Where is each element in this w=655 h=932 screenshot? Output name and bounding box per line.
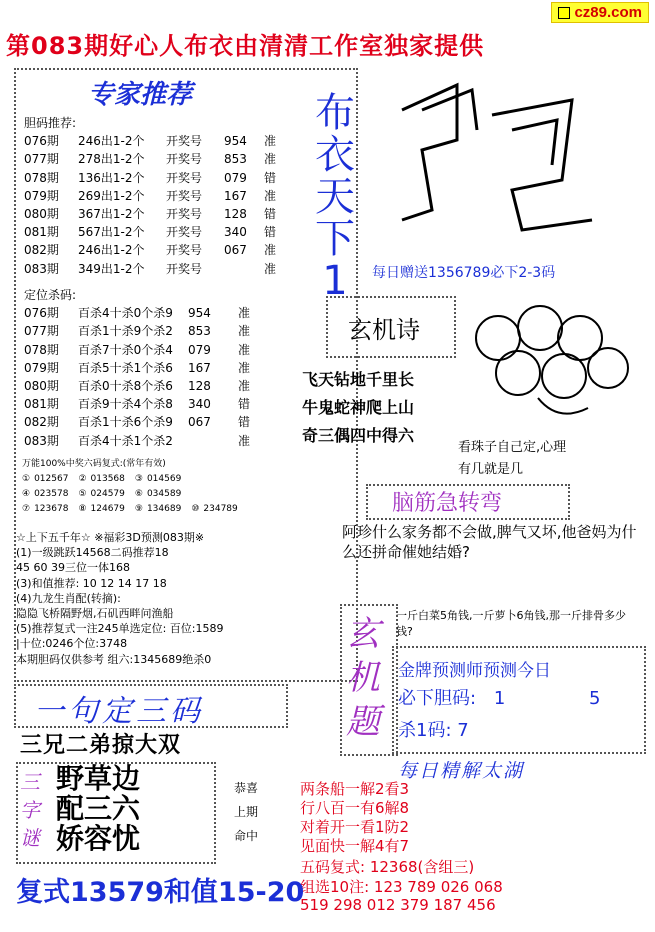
pos-row [24,359,344,377]
dan-cell: 367出1-2个 [78,207,145,222]
dan-cell: 246出1-2个 [78,243,145,258]
riddle-text: 阿珍什么家务都不会做,脾气又坏,他爸妈为什么还拼命催她结婚? [342,523,637,561]
pos-cell: 准 [238,379,251,394]
dan-cell: 开奖号 [166,207,203,222]
wan-cell: 034589 [146,489,182,499]
pos-cell: 076期 [24,306,59,321]
wan-row [22,502,352,517]
wan-row [22,472,352,487]
page-title: 第083期好心人布衣由清清工作室独家提供 [6,32,485,60]
pos-cell: 百杀1十杀9个杀2 [78,324,173,339]
pos-cell: 准 [238,324,251,339]
pos-cell: 082期 [24,415,59,430]
wan-cell: ⑧ [78,504,87,514]
poem-line: 奇三偶四中得六 [302,426,415,445]
dan-cell: 准 [264,152,277,167]
poem-line: 飞天钻地千里长 [302,370,415,389]
wan-cell: 124679 [90,504,125,514]
dan-cell: 错 [264,225,277,240]
wan-cell: ⑥ [134,489,143,499]
logo-icon [558,7,570,19]
pos-cell [188,432,238,450]
dan-cell: 080期 [24,207,59,222]
dan-cell: 853 [224,152,247,167]
brand-vertical-text: 布衣天下1 [315,90,355,304]
dan-cell: 错 [264,207,277,222]
dan-cell: 067 [224,243,247,258]
dan-cell: 278出1-2个 [78,152,145,167]
wan-cell: ⑨ [134,504,143,514]
dan-row [24,241,344,259]
daily-line: 行八百一有6解8 [300,799,410,817]
dan-row [24,223,344,241]
pos-cell: 079 [188,342,211,357]
dan-row [24,260,344,278]
dan-cell: 准 [264,243,277,258]
dan-row [24,187,344,205]
beads-icon [468,298,638,428]
brand-graphic [362,70,632,260]
wan-cell: 134689 [146,504,182,514]
sanzi-side-line: 上期 [234,805,259,819]
dan-cell: 128 [224,207,247,222]
gold-line1: 金牌预测师预测今日 [398,661,551,681]
pos-cell: 853 [188,324,211,339]
dan-row [24,150,344,168]
gold-line2 [398,684,600,710]
dan-label: 胆码推荐: [24,116,77,130]
sanzi-label: 三字谜 [20,770,40,850]
expert-title: 专家推荐 [88,80,193,110]
sanzi-side-line: 恭喜 [234,781,259,795]
wan-cell: 014569 [146,474,182,484]
dan-cell: 079期 [24,188,59,203]
dan-cell: 082期 [24,243,59,258]
dan-row [24,132,344,150]
info-section [16,530,346,667]
pos-row [24,304,344,322]
dan-cell: 078期 [24,170,59,185]
dan-cell: 准 [264,261,277,276]
dan-cell: 准 [264,134,277,149]
xuanji-title: 玄机题 [346,614,380,742]
riddle-title: 脑筋急转弯 [392,491,503,516]
dan-cell: 076期 [24,134,59,149]
dan-cell: 开奖号 [166,170,203,185]
info-line: 隐隐飞桥隔野烟,石矶西畔问渔船 [16,607,174,621]
wan-label: 万能100%中奖六码复式:(常年有效) [22,459,166,469]
info-line: 本期胆码仅供参考 组六:1345689绝杀0 [16,652,212,666]
pos-row [24,395,344,413]
pos-row [24,322,344,340]
info-line: (4)九龙生肖配(转摘): [16,591,121,605]
dan-cell: 077期 [24,152,59,167]
dan-cell: 136出1-2个 [78,170,145,185]
dan-cell: 083期 [24,261,59,276]
dan-cell: 开奖号 [166,261,203,276]
wan-cell: 123678 [34,504,69,514]
dan-cell: 开奖号 [166,152,203,167]
sanzi-line: 娇容忧 [56,822,141,855]
dan-cell: 错 [264,170,277,185]
fushi-text: 复式13579和值15-20 [16,877,305,908]
info-line: ☆上下五千年☆ ※福彩3D预测083期※ [16,531,205,544]
dan-cell: 开奖号 [166,188,203,203]
daily-line: 对着开一看1防2 [300,818,410,836]
wan-cell: ⑦ [22,504,31,514]
pos-row [24,432,344,450]
pos-cell: 083期 [24,433,59,448]
sanzi-side [234,776,258,848]
pos-cell: 百杀1十杀6个杀9 [78,415,173,430]
pos-row [24,377,344,395]
pos-cell: 128 [188,379,211,394]
pos-cell: 百杀7十杀0个杀4 [78,342,173,357]
poem-lines [302,366,414,450]
dan-cell: 567出1-2个 [78,225,145,240]
pos-cell: 百杀0十杀8个杀6 [78,379,173,394]
pos-cell: 080期 [24,379,59,394]
wan-cell: ② [78,474,87,484]
wan-row [22,487,352,502]
dan-section [24,114,344,278]
wan-cell: 024579 [90,489,125,499]
sanzi-line: 野草边 [56,762,141,795]
pos-cell: 百杀4十杀0个杀9 [78,306,173,321]
gift-text: 每日赠送1356789必下2-3码 [372,265,556,281]
daily-lines [300,780,409,856]
gold-line2-b: 5 [589,688,601,709]
daily-fuma: 五码复式: 12368(含组三) [300,858,475,876]
pos-cell: 081期 [24,397,59,412]
dan-cell [224,260,264,278]
pos-cell: 067 [188,415,211,430]
sanzi-lines [56,764,140,854]
yiju-text: 三兄二弟掠大双 [20,733,182,758]
dan-row [24,169,344,187]
pos-cell: 百杀9十杀4个杀8 [78,397,173,412]
dan-cell: 开奖号 [166,134,203,149]
dan-cell: 340 [224,225,247,240]
pos-cell: 百杀4十杀1个杀2 [78,433,173,448]
wan-cell: ① [22,474,31,484]
wan-section [22,456,352,517]
dan-cell: 269出1-2个 [78,188,145,203]
dan-row [24,205,344,223]
poem-note2: 有几就是几 [458,462,524,477]
watermark-badge [551,2,649,23]
wan-cell: 234789 [203,504,238,514]
xuanji-question: 一斤白菜5角钱,一斤萝卜6角钱,那一斤排骨多少钱? [396,609,626,638]
dan-cell: 349出1-2个 [78,261,145,276]
brand-vertical [312,92,358,302]
dan-cell: 954 [224,134,247,149]
gold-line2-a: 1 [493,688,506,709]
daily-zuxuan2: 519 298 012 379 187 456 [300,896,496,914]
watermark-text: cz89.com [574,4,642,21]
daily-line: 两条船一解2看3 [300,780,410,798]
yiju-title: 一句定三码 [34,694,204,729]
sanzi-side-line: 命中 [234,829,259,843]
pos-cell: 078期 [24,342,59,357]
poem-title: 玄机诗 [348,316,420,344]
pos-section [24,286,344,450]
info-line: 45 60 39三位一体168 [16,561,130,575]
info-line: (1)一级跳跃14568二码推荐18 [16,546,169,560]
wan-cell: ③ [134,474,143,484]
gold-line2-label: 必下胆码: [398,688,477,709]
pos-cell: 340 [188,397,211,412]
pos-cell: 079期 [24,360,59,375]
dan-cell: 准 [264,188,277,203]
pos-cell: 百杀5十杀1个杀6 [78,360,173,375]
wan-cell: ⑩ [191,504,200,514]
info-line: (5)推荐复式一注245单选定位: 百位:1589 [16,622,224,636]
wan-cell: ④ [22,489,31,499]
wan-cell: ⑤ [78,489,87,499]
pos-cell: 准 [238,342,251,357]
poem-line: 牛鬼蛇神爬上山 [302,398,415,417]
pos-label: 定位杀码: [24,288,77,302]
pos-row [24,341,344,359]
dan-cell: 开奖号 [166,225,203,240]
poem-note1: 看珠子自己定,心理 [458,440,567,455]
pos-cell: 错 [238,415,251,430]
wan-cell: 023578 [34,489,69,499]
daily-title: 每日精解太湖 [398,760,525,782]
pos-cell: 954 [188,306,211,321]
daily-line: 见面快一解4有7 [300,837,410,855]
info-line: (3)和值推荐: 10 12 14 17 18 [16,576,167,590]
pos-cell: 准 [238,360,251,375]
sanzi-line: 配三六 [56,792,141,825]
pos-cell: 准 [238,306,251,321]
dan-cell: 079 [224,170,247,185]
daily-zuxuan1: 组选10注: 123 789 026 068 [300,878,503,896]
wan-cell: 012567 [34,474,69,484]
pos-cell: 077期 [24,324,59,339]
pos-cell: 准 [238,433,251,448]
pos-cell: 错 [238,397,251,412]
pos-cell: 167 [188,360,211,375]
wan-cell: 013568 [90,474,125,484]
pos-row [24,413,344,431]
dan-cell: 开奖号 [166,243,203,258]
info-line: |十位:0246个位:3748 [16,637,128,651]
dan-cell: 081期 [24,225,59,240]
dan-cell: 167 [224,188,247,203]
gold-line3: 杀1码: 7 [398,720,469,741]
dan-cell: 246出1-2个 [78,134,145,149]
